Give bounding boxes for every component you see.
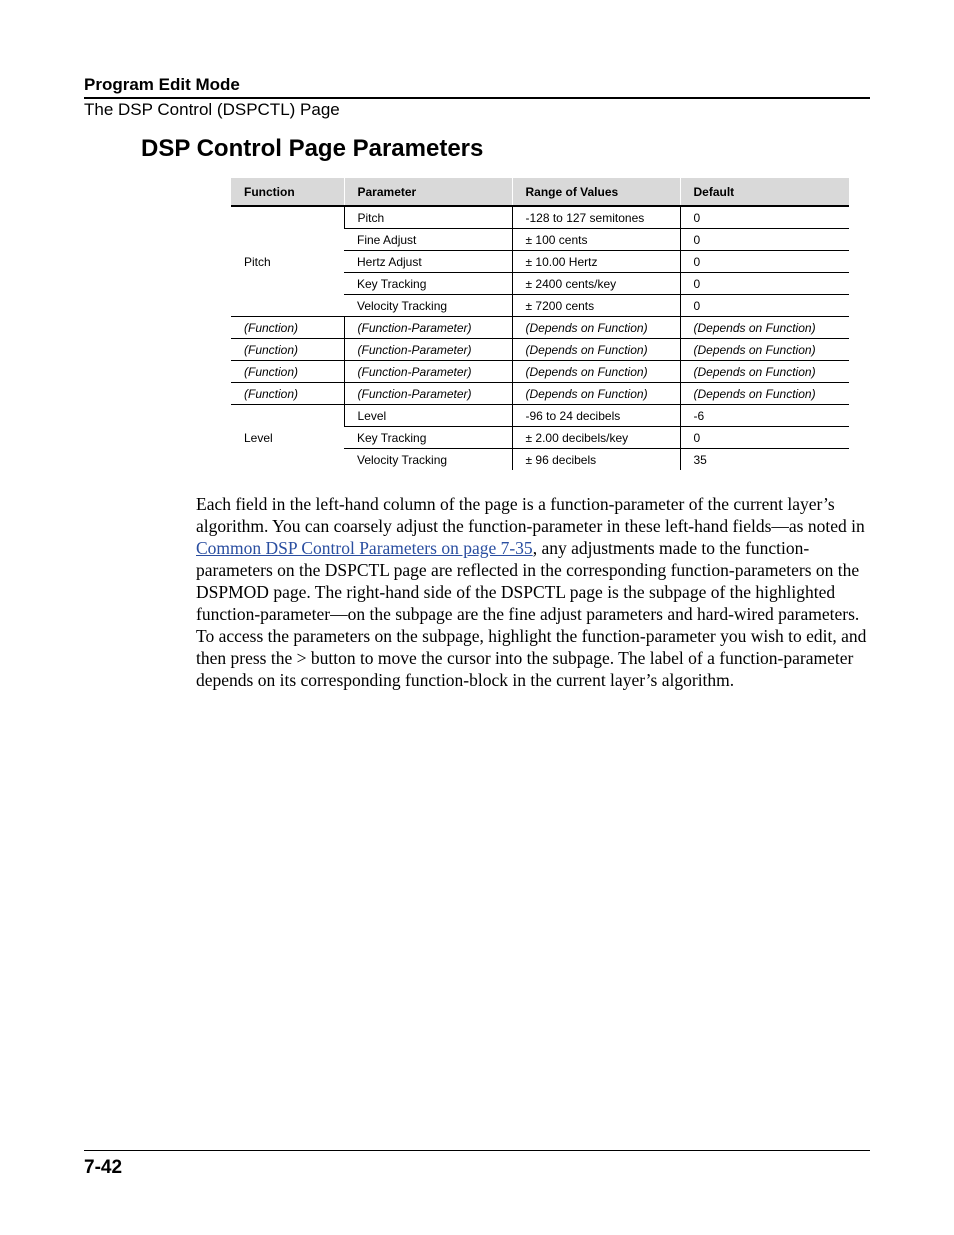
range-cell: ± 10.00 Hertz — [512, 251, 680, 273]
body-paragraph — [196, 493, 868, 691]
parameter-cell: Velocity Tracking — [357, 452, 448, 467]
parameter-cell: (Function-Parameter) — [344, 361, 512, 383]
page-number: 7-42 — [84, 1157, 123, 1178]
default-cell: (Depends on Function) — [680, 361, 849, 383]
function-cell: (Function) — [231, 383, 344, 405]
range-cell: -96 to 24 decibels — [512, 405, 680, 427]
range-cell: ± 100 cents — [512, 229, 680, 251]
default-cell: 0 — [680, 427, 849, 449]
default-cell: 35 — [680, 449, 849, 471]
parameter-cell: Hertz Adjust — [344, 251, 512, 273]
function-cell: (Function) — [231, 361, 344, 383]
range-cell: (Depends on Function) — [512, 317, 680, 339]
parameter-cell: (Function-Parameter) — [344, 317, 512, 339]
table-row — [231, 361, 849, 383]
range-cell: ± 96 decibels — [512, 449, 680, 471]
parameter-cell: Pitch — [344, 206, 512, 229]
default-cell: 0 — [680, 295, 849, 317]
parameter-cell: Key Tracking — [344, 273, 512, 295]
section-header: Program Edit Mode — [84, 75, 240, 94]
function-cell-level: Level — [244, 430, 273, 445]
default-cell: -6 — [680, 405, 849, 427]
column-header-default: Default — [680, 178, 849, 206]
range-cell: ± 2400 cents/key — [512, 273, 680, 295]
table-row — [231, 317, 849, 339]
table-row — [231, 405, 849, 427]
cross-reference-link[interactable]: Common DSP Control Parameters on page 7-35 — [196, 538, 533, 558]
parameter-cell: Level — [344, 405, 512, 427]
parameter-cell: Key Tracking — [344, 427, 512, 449]
header-rule — [84, 97, 870, 99]
function-cell-pitch: Pitch — [231, 206, 344, 317]
column-header-function: Function — [231, 178, 344, 206]
default-cell: (Depends on Function) — [680, 339, 849, 361]
default-cell: 0 — [680, 229, 849, 251]
parameter-cell: Velocity Tracking — [344, 295, 512, 317]
table-row — [231, 339, 849, 361]
column-header-parameter: Parameter — [344, 178, 512, 206]
body-text-start: Each field in the left-hand column of the page is a function-parameter of the current layer’s algorithm. You can coarsely adjust the function-parameter in these left-hand fields—as noted in — [196, 494, 865, 536]
page-title: DSP Control Page Parameters — [141, 135, 484, 162]
table-row — [231, 206, 849, 229]
range-cell: (Depends on Function) — [512, 339, 680, 361]
parameter-cell: (Function-Parameter) — [344, 383, 512, 405]
default-cell: 0 — [680, 273, 849, 295]
default-cell: (Depends on Function) — [680, 383, 849, 405]
range-cell: ± 7200 cents — [512, 295, 680, 317]
default-cell: (Depends on Function) — [680, 317, 849, 339]
body-text-end: , any adjustments made to the function-parameters on the DSPCTL page are reflected in the corresponding function-parameters on the DSPMOD page. The right-hand side of the DSPCTL page is the subpage of the highlighted function-parameter—on the subpage are the fine adjust parameters and hard-wired parameters. To access the parameters on the subpage, highlight the function-parameter you wish to edit, and then press the > button to move the cursor into the subpage. The label of a function-parameter depends on its corresponding function-block in the current layer’s algorithm. — [196, 538, 867, 690]
function-cell: (Function) — [231, 339, 344, 361]
default-cell: 0 — [680, 206, 849, 229]
range-cell: ± 2.00 decibels/key — [512, 427, 680, 449]
range-cell: -128 to 127 semitones — [512, 206, 680, 229]
range-cell: (Depends on Function) — [512, 361, 680, 383]
table-header-row — [231, 178, 849, 206]
parameter-cell: (Function-Parameter) — [344, 339, 512, 361]
table-row — [231, 383, 849, 405]
subsection-header: The DSP Control (DSPCTL) Page — [84, 100, 340, 119]
function-cell: (Function) — [231, 317, 344, 339]
range-cell: (Depends on Function) — [512, 383, 680, 405]
column-header-range: Range of Values — [512, 178, 680, 206]
parameters-table — [231, 178, 849, 470]
default-cell: 0 — [680, 251, 849, 273]
footer-rule — [84, 1150, 870, 1151]
parameter-cell: Fine Adjust — [344, 229, 512, 251]
